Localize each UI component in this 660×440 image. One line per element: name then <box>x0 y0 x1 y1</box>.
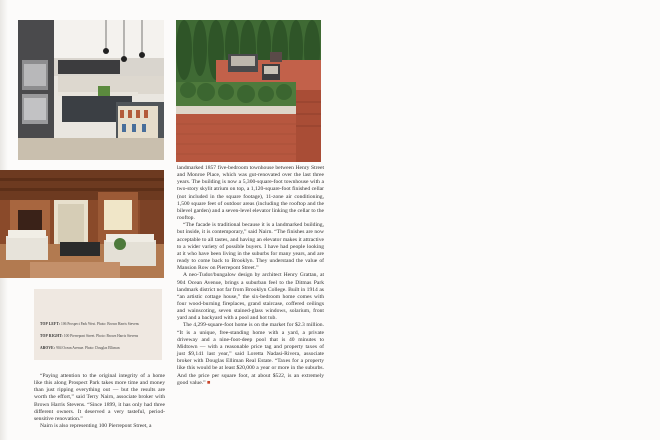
caption-label: ABOVE: <box>40 346 56 350</box>
article-column-right <box>177 165 324 387</box>
kitchen-photo <box>18 20 164 160</box>
end-mark-icon: ■ <box>207 379 211 386</box>
article-column-left <box>34 373 165 430</box>
article-paragraph-text: The 4,299-square-foot home is on the market for $2.3 million. “It is a unique, free-standing home with a yard, a private driveway and a nine-foot-deep pool that is 40 minutes to Midtown — with a reasonable price tag and property taxes of just $9,141 last year,” said Loretta Nadasi-Rivera, associate broker with Douglas Elliman Real Estate. “Taxes for a property like this would be at least $20,000 a year or more in the suburbs. And the price per square foot, at about $522, is an extremely good value.” <box>177 322 324 386</box>
caption-text: 100 Pierrepont Street. Photo: Brown Harris Stevens <box>63 334 139 338</box>
article-paragraph: A neo-Tudor/bungalow design by architect Henry Grattan, at 904 Ocean Avenue, brings a suburban feel to the Ditmas Park landmark district not far from Brooklyn College. Built in 1914 as “an artistic cottage house,” the six-bedroom home comes with four wood-burning fireplaces, grand staircase, coffered ceilings and wainscoting, seven stained-glass windows, solarium, front yard and a backyard with a pool and hot tub. <box>177 272 324 322</box>
article-paragraph: “The facade is traditional because it is a landmarked building, but inside, it is contemporary,” said Nairn. “The finishes are now acceptable to all tastes, and having an elevator makes it attractive to a wider variety of possible buyers. I have had people looking at it who have been living in the suburbs for many years, and are ready to come back to Brooklyn. They understand the value of Mansion Row on Pierrepont Street.” <box>177 222 324 272</box>
terrace-photo <box>176 20 321 162</box>
caption-above <box>40 346 120 351</box>
caption-text: 904 Ocean Avenue. Photo: Douglas Elliman <box>56 346 120 350</box>
caption-label: TOP LEFT: <box>40 322 61 326</box>
photo-captions <box>34 289 162 360</box>
caption-top-right <box>40 334 138 339</box>
article-paragraph: Nairn is also representing 100 Pierrepont Street, a <box>40 423 152 430</box>
caption-top-left <box>40 322 139 327</box>
caption-label: TOP RIGHT: <box>40 334 63 338</box>
article-paragraph-last <box>177 322 324 386</box>
living-room-photo <box>0 170 164 278</box>
article-paragraph: “Paying attention to the original integrity of a home like this along Prospect Park takes more time and money than just ripping everything out — but the results are worth the effort,” said Terry Nairn, associate broker with Brown Harris Stevens. “Since 1899, it has only had three different owners. It deserved a very tasteful, period-sensitive renovation.” <box>34 373 165 422</box>
article-paragraph: landmarked 1857 five-bedroom townhouse between Henry Street and Monroe Place, which was gut-renovated over the last three years. The building is now a 5,300-square-foot townhouse with a two-story skylit atrium on top, a 1,120-square-foot finished cellar (not included in the square footage), 11-zone air conditioning, 1,500 square feet of outdoor areas (including the rooftop and the bilevel garden) and a seven-level elevator linking the cellar to the rooftop. <box>177 165 324 222</box>
caption-text: 106 Prospect Park West. Photo: Brown Harris Stevens <box>61 322 139 326</box>
